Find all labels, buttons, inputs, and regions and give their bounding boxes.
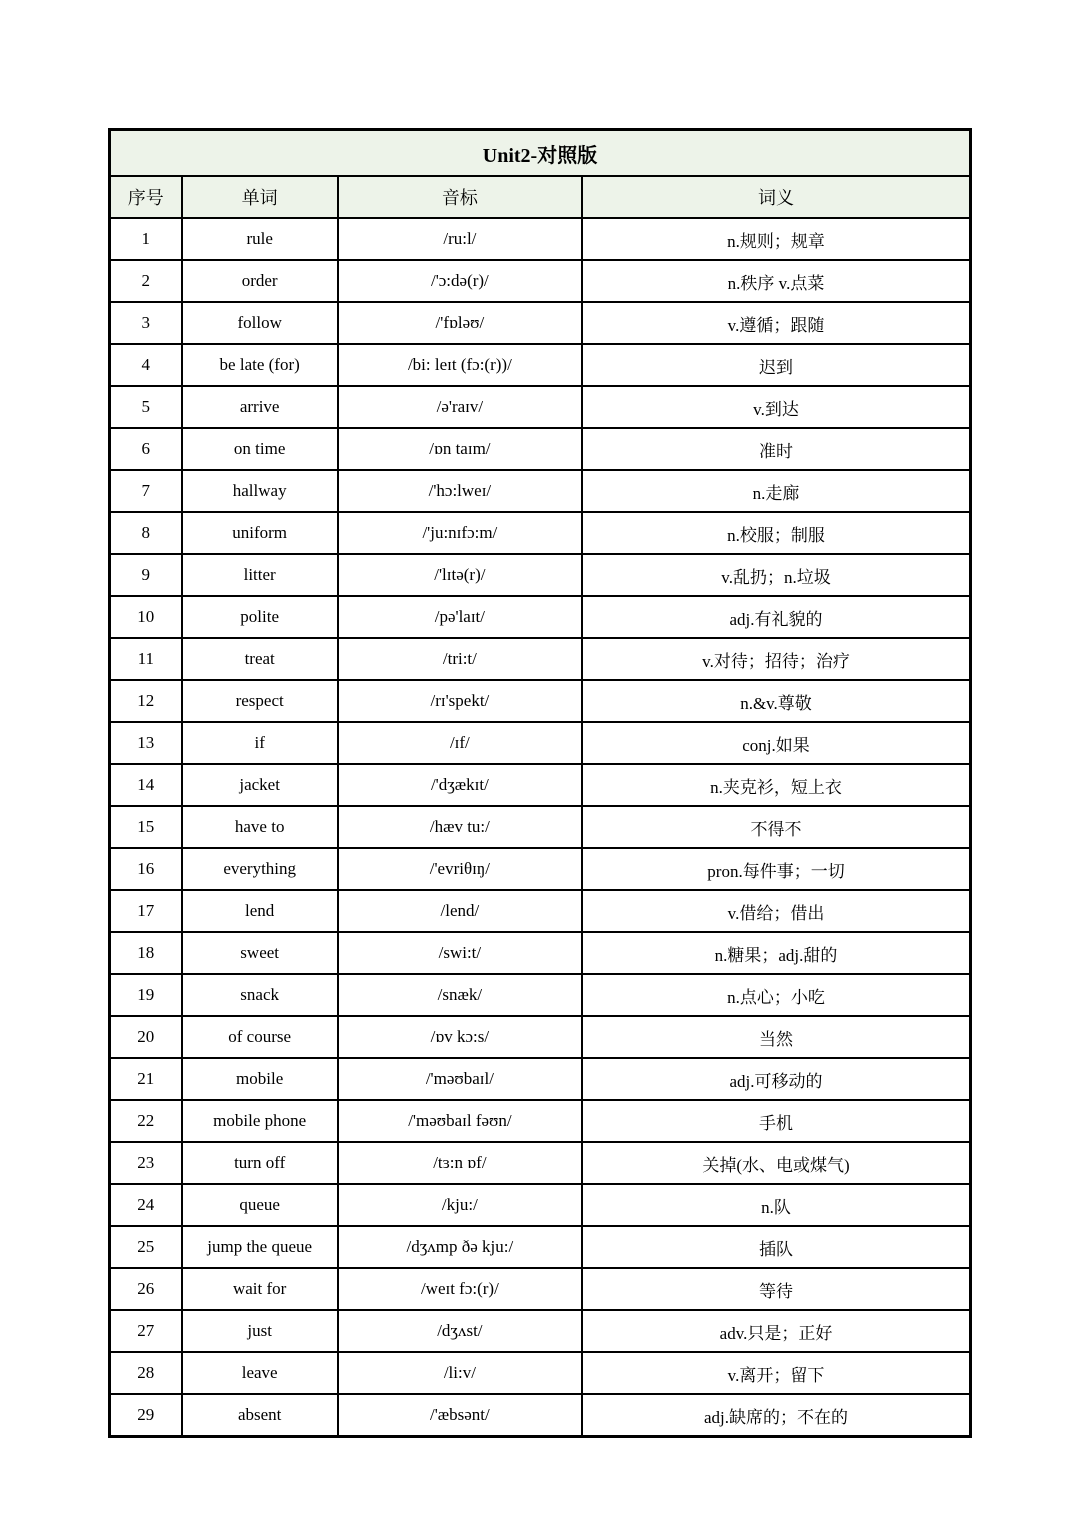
cell-phonetic: /'ju:nɪfɔ:m/ [338, 512, 582, 554]
cell-meaning: 插队 [582, 1226, 970, 1268]
table-row [110, 1142, 971, 1184]
cell-meaning: adj.可移动的 [582, 1058, 970, 1100]
cell-word: rule [182, 218, 338, 260]
cell-word: if [182, 722, 338, 764]
table-row [110, 974, 971, 1016]
cell-meaning: n.走廊 [582, 470, 970, 512]
cell-word: turn off [182, 1142, 338, 1184]
cell-word: on time [182, 428, 338, 470]
cell-no: 27 [110, 1310, 182, 1352]
cell-phonetic: /rɪ'spekt/ [338, 680, 582, 722]
table-row [110, 1184, 971, 1226]
cell-word: wait for [182, 1268, 338, 1310]
cell-word: follow [182, 302, 338, 344]
table-row [110, 848, 971, 890]
cell-meaning: n.&v.尊敬 [582, 680, 970, 722]
cell-no: 19 [110, 974, 182, 1016]
cell-phonetic: /'æbsənt/ [338, 1394, 582, 1437]
table-row [110, 218, 971, 260]
table-row [110, 386, 971, 428]
cell-meaning: adv.只是；正好 [582, 1310, 970, 1352]
cell-word: be late (for) [182, 344, 338, 386]
cell-word: hallway [182, 470, 338, 512]
cell-word: jacket [182, 764, 338, 806]
cell-word: jump the queue [182, 1226, 338, 1268]
cell-meaning: 等待 [582, 1268, 970, 1310]
cell-no: 29 [110, 1394, 182, 1437]
cell-phonetic: /'ɔ:də(r)/ [338, 260, 582, 302]
cell-phonetic: /lend/ [338, 890, 582, 932]
table-row [110, 1016, 971, 1058]
table-row [110, 890, 971, 932]
table-row [110, 806, 971, 848]
cell-no: 15 [110, 806, 182, 848]
cell-no: 2 [110, 260, 182, 302]
column-header-word: 单词 [182, 176, 338, 218]
cell-word: polite [182, 596, 338, 638]
cell-word: just [182, 1310, 338, 1352]
cell-word: absent [182, 1394, 338, 1437]
table-row [110, 1310, 971, 1352]
table-header-row [110, 176, 971, 218]
table-row [110, 1268, 971, 1310]
cell-word: leave [182, 1352, 338, 1394]
cell-meaning: n.夹克衫，短上衣 [582, 764, 970, 806]
cell-meaning: n.点心；小吃 [582, 974, 970, 1016]
cell-word: respect [182, 680, 338, 722]
table-row [110, 1352, 971, 1394]
cell-no: 23 [110, 1142, 182, 1184]
cell-no: 5 [110, 386, 182, 428]
cell-word: have to [182, 806, 338, 848]
cell-meaning: 不得不 [582, 806, 970, 848]
cell-no: 13 [110, 722, 182, 764]
table-row [110, 260, 971, 302]
table-row [110, 1394, 971, 1437]
cell-phonetic: /li:v/ [338, 1352, 582, 1394]
cell-no: 6 [110, 428, 182, 470]
cell-phonetic: /ɪf/ [338, 722, 582, 764]
cell-word: lend [182, 890, 338, 932]
cell-no: 22 [110, 1100, 182, 1142]
table-title-row [110, 130, 971, 177]
cell-phonetic: /'evriθɪŋ/ [338, 848, 582, 890]
cell-word: of course [182, 1016, 338, 1058]
cell-word: mobile [182, 1058, 338, 1100]
column-header-no: 序号 [110, 176, 182, 218]
cell-phonetic: /ə'raɪv/ [338, 386, 582, 428]
cell-meaning: v.乱扔；n.垃圾 [582, 554, 970, 596]
cell-no: 7 [110, 470, 182, 512]
cell-phonetic: /dʒʌst/ [338, 1310, 582, 1352]
table-row [110, 512, 971, 554]
cell-word: everything [182, 848, 338, 890]
cell-meaning: 迟到 [582, 344, 970, 386]
table-row [110, 1226, 971, 1268]
cell-phonetic: /hæv tu:/ [338, 806, 582, 848]
cell-meaning: v.对待；招待；治疗 [582, 638, 970, 680]
table-row [110, 1100, 971, 1142]
cell-no: 14 [110, 764, 182, 806]
table-row [110, 638, 971, 680]
cell-phonetic: /'məʊbaɪl/ [338, 1058, 582, 1100]
vocab-table-container [108, 128, 972, 1438]
cell-meaning: n.校服；制服 [582, 512, 970, 554]
column-header-phonetic: 音标 [338, 176, 582, 218]
table-row [110, 1058, 971, 1100]
table-row [110, 302, 971, 344]
cell-meaning: adj.有礼貌的 [582, 596, 970, 638]
table-row [110, 470, 971, 512]
cell-meaning: n.糖果；adj.甜的 [582, 932, 970, 974]
cell-meaning: n.秩序 v.点菜 [582, 260, 970, 302]
cell-phonetic: /snæk/ [338, 974, 582, 1016]
cell-meaning: v.离开；留下 [582, 1352, 970, 1394]
cell-no: 18 [110, 932, 182, 974]
cell-phonetic: /tri:t/ [338, 638, 582, 680]
table-row [110, 722, 971, 764]
cell-meaning: 当然 [582, 1016, 970, 1058]
cell-no: 8 [110, 512, 182, 554]
cell-no: 20 [110, 1016, 182, 1058]
table-row [110, 932, 971, 974]
cell-phonetic: /ru:l/ [338, 218, 582, 260]
cell-word: mobile phone [182, 1100, 338, 1142]
table-row [110, 680, 971, 722]
cell-no: 16 [110, 848, 182, 890]
cell-phonetic: /ɒv kɔ:s/ [338, 1016, 582, 1058]
cell-word: litter [182, 554, 338, 596]
cell-no: 28 [110, 1352, 182, 1394]
vocab-table-body [110, 218, 971, 1437]
cell-phonetic: /'fɒləʊ/ [338, 302, 582, 344]
cell-meaning: v.遵循；跟随 [582, 302, 970, 344]
cell-no: 3 [110, 302, 182, 344]
table-row [110, 428, 971, 470]
cell-word: snack [182, 974, 338, 1016]
cell-meaning: 手机 [582, 1100, 970, 1142]
cell-word: sweet [182, 932, 338, 974]
vocab-table [108, 128, 972, 1438]
cell-phonetic: /tɜ:n ɒf/ [338, 1142, 582, 1184]
cell-no: 1 [110, 218, 182, 260]
table-row [110, 764, 971, 806]
cell-no: 12 [110, 680, 182, 722]
cell-phonetic: /weɪt fɔ:(r)/ [338, 1268, 582, 1310]
cell-phonetic: /'məʊbaɪl fəʊn/ [338, 1100, 582, 1142]
cell-phonetic: /'dʒækɪt/ [338, 764, 582, 806]
column-header-meaning: 词义 [582, 176, 970, 218]
cell-phonetic: /kju:/ [338, 1184, 582, 1226]
cell-meaning: v.借给；借出 [582, 890, 970, 932]
cell-meaning: n.队 [582, 1184, 970, 1226]
cell-word: treat [182, 638, 338, 680]
cell-meaning: 准时 [582, 428, 970, 470]
cell-phonetic: /dʒʌmp ðə kju:/ [338, 1226, 582, 1268]
cell-no: 9 [110, 554, 182, 596]
cell-no: 4 [110, 344, 182, 386]
cell-word: arrive [182, 386, 338, 428]
table-row [110, 596, 971, 638]
cell-meaning: n.规则；规章 [582, 218, 970, 260]
cell-phonetic: /'hɔ:lweɪ/ [338, 470, 582, 512]
cell-meaning: 关掉(水、电或煤气) [582, 1142, 970, 1184]
cell-phonetic: /'lɪtə(r)/ [338, 554, 582, 596]
cell-no: 25 [110, 1226, 182, 1268]
cell-word: queue [182, 1184, 338, 1226]
table-row [110, 344, 971, 386]
cell-meaning: pron.每件事；一切 [582, 848, 970, 890]
table-row [110, 554, 971, 596]
cell-phonetic: /pə'laɪt/ [338, 596, 582, 638]
cell-no: 11 [110, 638, 182, 680]
table-title: Unit2-对照版 [110, 130, 971, 177]
cell-word: order [182, 260, 338, 302]
cell-meaning: adj.缺席的；不在的 [582, 1394, 970, 1437]
cell-no: 26 [110, 1268, 182, 1310]
cell-no: 10 [110, 596, 182, 638]
cell-meaning: v.到达 [582, 386, 970, 428]
cell-phonetic: /ɒn taɪm/ [338, 428, 582, 470]
cell-no: 21 [110, 1058, 182, 1100]
cell-no: 24 [110, 1184, 182, 1226]
cell-phonetic: /swi:t/ [338, 932, 582, 974]
cell-phonetic: /bi: leɪt (fɔ:(r))/ [338, 344, 582, 386]
cell-word: uniform [182, 512, 338, 554]
cell-no: 17 [110, 890, 182, 932]
cell-meaning: conj.如果 [582, 722, 970, 764]
